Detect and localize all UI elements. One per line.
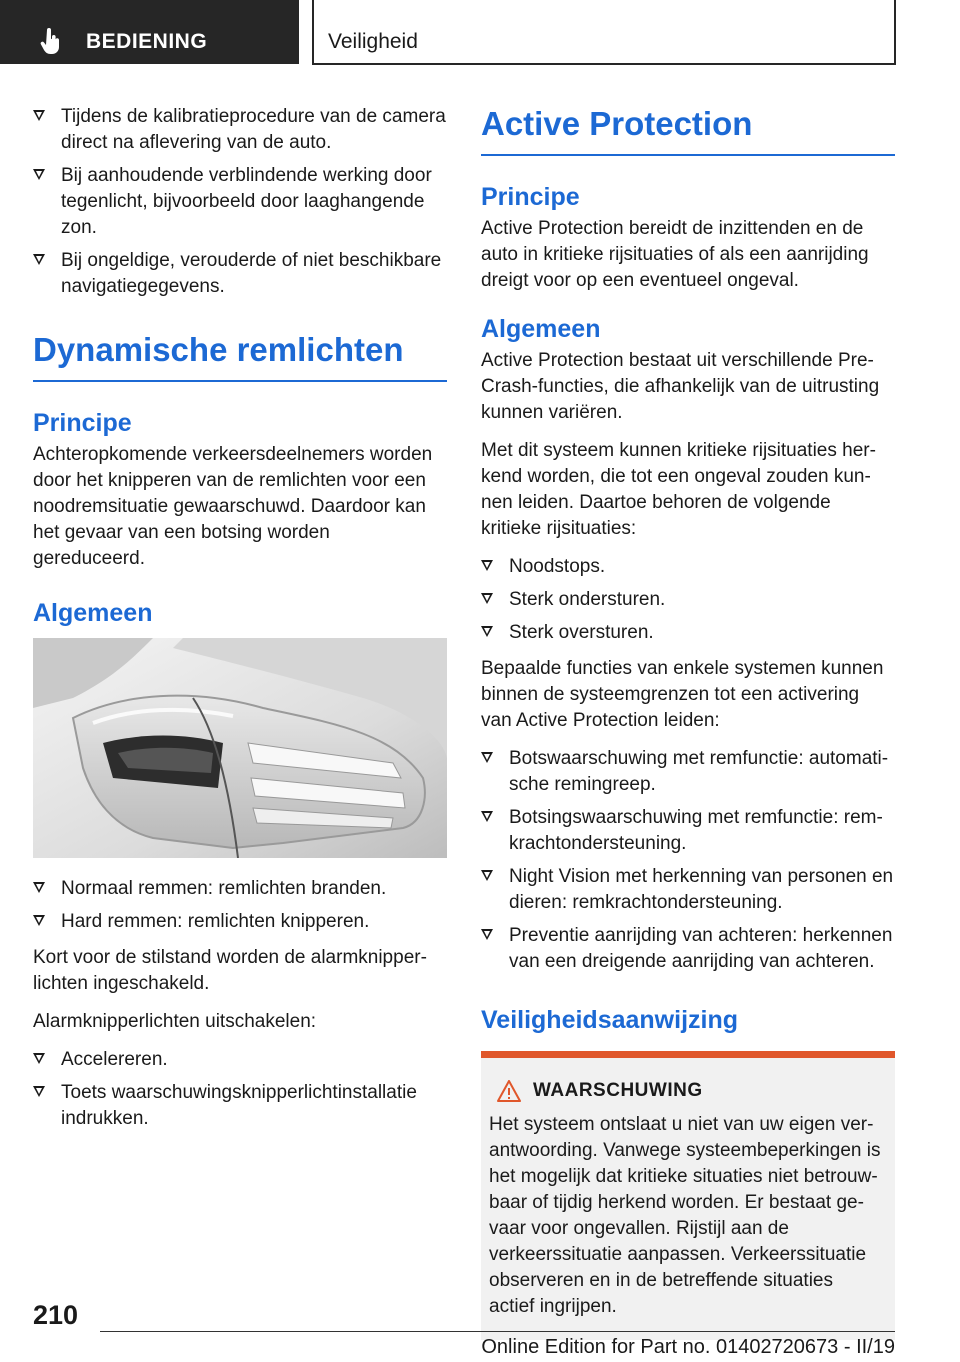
situation-bullet-list <box>481 554 895 646</box>
page-number: 210 <box>33 1300 79 1330</box>
bullet-triangle-icon <box>33 110 45 121</box>
hazard-lights-text: Kort voor de stilstand worden de alarmknipperlichten ingeschakeld. <box>33 947 427 994</box>
chapter-tab-label: BEDIENING <box>86 30 208 53</box>
heading-principe: Principe <box>481 183 580 211</box>
warning-box <box>481 1051 895 1340</box>
intro-bullet-list <box>33 104 447 300</box>
principe-text: Active Protection bereidt de inzittenden en de auto in kritieke rijsituaties of als een aanrijding dreigt voor op een eventueel ongeval. <box>481 218 869 291</box>
heading-algemeen: Algemeen <box>33 599 153 627</box>
list-item: Sterk ondersturen. <box>481 587 895 613</box>
rear-light-photo <box>33 638 447 858</box>
algemeen-text-2: Met dit systeem kunnen kritieke rijsituaties herkend worden, die tot een ongeval zouden kunnen leiden. Daartoe behoren de volgende kritieke rijsituaties: <box>481 440 876 539</box>
bullet-triangle-icon <box>481 593 493 604</box>
bullet-triangle-icon <box>481 560 493 571</box>
section-label: Veiligheid <box>328 30 418 53</box>
list-item: Tijdens de kalibratieprocedure van de camera direct na aflevering van de auto. <box>33 104 447 156</box>
list-item: Accelereren. <box>33 1047 447 1073</box>
warning-triangle-icon <box>497 1080 521 1102</box>
bullet-triangle-icon <box>481 626 493 637</box>
section-title-active-protection: Active Protection <box>481 104 895 156</box>
warning-text: Het systeem ontslaat u niet van uw eigen verantwoording. Vanwege systeembeperkingen is het mogelijk dat kritieke situaties niet betrouwbaar of tijdig herkend worden. Er bestaat gevaar voor ongevallen. Rijstijl aan de verkeerssituatie aanpassen. Verkeerssituatie observeren en in de betreffende situaties actief ingrijpen. <box>489 1114 881 1317</box>
footer-divider <box>100 1331 895 1332</box>
bullet-triangle-icon <box>33 254 45 265</box>
list-item: Botsingswaarschuwing met remfunctie: remkrachtondersteuning. <box>481 805 895 857</box>
bullet-triangle-icon <box>33 1086 45 1097</box>
heading-principe: Principe <box>33 409 132 437</box>
algemeen-text-1: Active Protection bestaat uit verschillende Pre-Crash-functies, die afhankelijk van de uitrusting kunnen variëren. <box>481 350 880 423</box>
list-item: Toets waarschuwingsknipperlichtinstallatie indrukken. <box>33 1080 447 1132</box>
warning-title-row <box>497 1080 887 1102</box>
heading-algemeen: Algemeen <box>481 315 601 343</box>
warning-title: WAARSCHUWING <box>533 1080 703 1101</box>
list-item: Preventie aanrijding van achteren: herkennen van een dreigende aanrijding van achteren. <box>481 923 895 975</box>
heading-veiligheidsaanwijzing: Veiligheidsaanwijzing <box>481 1006 739 1034</box>
right-column <box>481 104 895 1340</box>
algemeen-text-3: Bepaalde functies van enkele systemen kunnen binnen de systeemgrenzen tot een activering van Active Protection leiden: <box>481 658 884 731</box>
list-item: Bij ongeldige, verouderde of niet beschikbare navigatiegegevens. <box>33 248 447 300</box>
section-title-dynamic-brake-lights: Dynamische remlichten <box>33 330 447 382</box>
hand-pointer-icon <box>40 28 62 54</box>
bullet-triangle-icon <box>481 752 493 763</box>
bullet-triangle-icon <box>33 1053 45 1064</box>
bullet-triangle-icon <box>33 169 45 180</box>
section-header <box>312 0 896 65</box>
list-item: Hard remmen: remlichten knipperen. <box>33 909 447 935</box>
list-item: Noodstops. <box>481 554 895 580</box>
hazard-off-bullet-list <box>33 1047 447 1132</box>
hazard-off-intro: Alarmknipperlichten uitschakelen: <box>33 1011 317 1032</box>
list-item: Sterk oversturen. <box>481 620 895 646</box>
bullet-triangle-icon <box>481 811 493 822</box>
function-bullet-list <box>481 746 895 975</box>
list-item: Night Vision met herkenning van personen en dieren: remkrachtondersteuning. <box>481 864 895 916</box>
bullet-triangle-icon <box>33 882 45 893</box>
principe-text: Achteropkomende verkeersdeelnemers worden door het knipperen van de remlichten voor een noodremsituatie gewaarschuwd. Daardoor kan het gevaar van een botsing worden gereduceerd. <box>33 444 433 569</box>
bullet-triangle-icon <box>33 915 45 926</box>
left-column <box>33 104 447 1142</box>
bullet-triangle-icon <box>481 929 493 940</box>
brake-bullet-list <box>33 876 447 935</box>
list-item: Bij aanhoudende verblindende werking door tegenlicht, bijvoorbeeld door laaghangende zon. <box>33 163 447 241</box>
header-tab <box>0 0 299 64</box>
footer-edition: Online Edition for Part no. 01402720673 - II/19 <box>481 1336 895 1358</box>
list-item: Normaal remmen: remlichten branden. <box>33 876 447 902</box>
list-item: Botswaarschuwing met remfunctie: automatische remingreep. <box>481 746 895 798</box>
bullet-triangle-icon <box>481 870 493 881</box>
